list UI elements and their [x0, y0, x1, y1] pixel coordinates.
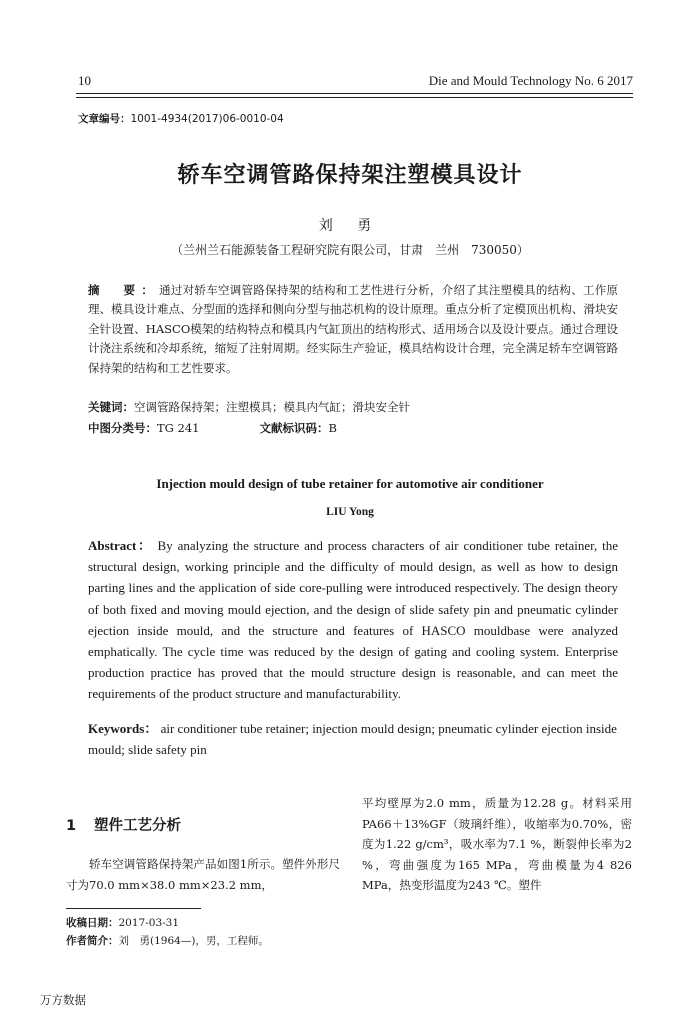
article-number-label: 文章编号：: [78, 113, 131, 125]
article-number: [78, 111, 284, 126]
keywords-english-label: Keywords：: [88, 721, 158, 736]
affiliation-chinese: （兰州兰石能源装备工程研究院有限公司，甘肃 兰州 730050）: [171, 243, 529, 257]
abstract-english-text: By analyzing the structure and process characters of air conditioner tube retainer, the structural design, working principle and the difficulty of mould design, as well as how to design parting lines and the application of side core-pulling were introduced respectively. The design theory of both fixed and moving mould ejection, and the design of slide safety pin and pneumatic cylinder ejection inside mould, and the structure and features of HASCO mouldbase were analyzed emphatically. The cycle time was reduced by the design of gating and cooling system. Enterprise production practice has proved that the mould structure design is reasonable, and can meet the requirements of the product structure and manufacturability.: [88, 538, 619, 702]
journal-running-header: Die and Mould Technology No. 6 2017: [428, 73, 633, 88]
title-english: Injection mould design of tube retainer for automotive air conditioner: [156, 476, 544, 491]
clc-label: 中图分类号：: [88, 421, 157, 435]
abstract-chinese-label: 摘 要：: [88, 283, 160, 297]
section-title: 塑件工艺分析: [94, 818, 181, 834]
author-english: LIU Yong: [326, 506, 374, 518]
page-number: 10: [78, 73, 91, 88]
keywords-chinese: [88, 398, 618, 417]
footnote-rule: [66, 908, 201, 909]
article-number-value: 1001-4934(2017)06-0010-04: [130, 113, 284, 125]
watermark: 万方数据: [40, 993, 86, 1007]
header-rule-thin: [76, 97, 633, 98]
clc-value: TG 241: [157, 421, 200, 435]
footnote: [66, 914, 269, 950]
keywords-english-text: air conditioner tube retainer; injection mould design; pneumatic cylinder ejection inside mould; slide safety pin: [88, 721, 617, 757]
abstract-chinese: [88, 281, 618, 378]
title-chinese: 轿车空调管路保持架注塑模具设计: [177, 163, 523, 188]
section-heading: [66, 814, 181, 835]
body-text-right-column: 平均壁厚为2.0 mm，质量为12.28 g。材料采用PA66＋13%GF（玻璃纤维），收缩率为0.70%，密度为1.22 g/cm³，吸水率为7.1 %，断裂伸长率为2 %，弯曲强度为165 MPa，弯曲模量为4 826 MPa，热变形温度为243 ℃。塑件: [362, 796, 632, 892]
header-rule-thick: [76, 93, 633, 94]
author-bio-label: 作者简介：: [66, 935, 119, 947]
doc-code-label: 文献标识码：: [259, 421, 329, 435]
keywords-chinese-text: 空调管路保持架；注塑模具；模具内气缸；滑块安全针: [134, 400, 410, 414]
author-bio-value: 刘 勇(1964—)，男，工程师。: [118, 935, 269, 947]
keywords-english: [88, 718, 618, 760]
abstract-chinese-text: 通过对轿车空调管路保持架的结构和工艺性进行分析，介绍了其注塑模具的结构、工作原理、模具设计难点、分型面的选择和侧向分型与抽芯机构的设计原理。重点分析了定模顶出机构、滑块安全针设置、HASCO模架的结构特点和模具内气缸顶出的结构形式、适用场合以及设计要点。通过合理设计浇注系统和冷却系统，缩短了注射周期。经实际生产验证，模具结构设计合理，完全满足轿车空调管路保持架的结构和工艺性要求。: [88, 283, 619, 375]
abstract-english-label: Abstract：: [88, 538, 153, 553]
author-bio: [66, 932, 269, 950]
doc-code-value: B: [328, 421, 337, 435]
received-value: 2017-03-31: [118, 917, 180, 929]
classification-line: [88, 419, 618, 438]
section-number: 1: [66, 818, 77, 834]
keywords-chinese-label: 关键词：: [88, 400, 134, 414]
author-chinese: 刘 勇: [318, 218, 382, 234]
received-label: 收稿日期：: [66, 917, 119, 929]
received-date: [66, 914, 269, 932]
abstract-english: [88, 535, 618, 705]
body-text-left-column: 轿车空调管路保持架产品如图1所示。塑件外形尺寸为70.0 mm×38.0 mm×23.2 mm，: [66, 857, 340, 892]
